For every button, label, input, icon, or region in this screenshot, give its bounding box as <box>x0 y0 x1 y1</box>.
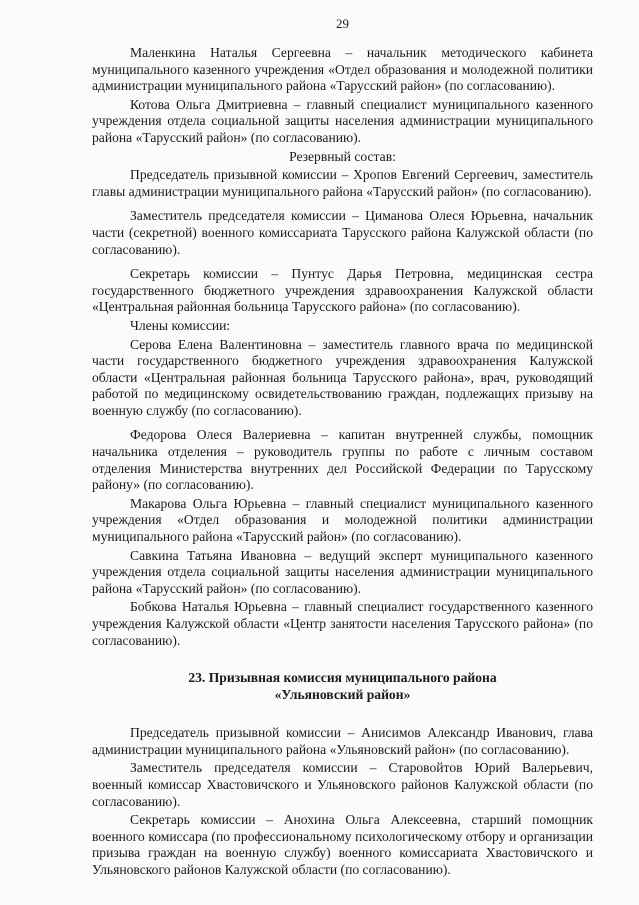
section-title <box>92 669 593 703</box>
paragraph-puntus: Секретарь комиссии – Пунтус Дарья Петровна, медицинская сестра государственного бюджетного учреждения здравоохранения Калужской области «Центральная районная больница Тарусского района» (по согласованию). <box>92 266 593 315</box>
paragraph-kotova: Котова Ольга Дмитриевна – главный специалист муниципального казенного учреждения отдела социальной защиты населения администрации муниципального района «Тарусский район» (по согласованию). <box>92 96 593 145</box>
paragraph-tsimanova: Заместитель председателя комиссии – Циманова Олеся Юрьевна, начальник части (секретной) военного комиссариата Тарусского района Калужской области (по согласованию). <box>92 208 593 257</box>
paragraph-khropov: Председатель призывной комиссии – Хропов Евгений Сергеевич, заместитель главы администрации муниципального района «Тарусский район» (по согласованию). <box>92 167 593 199</box>
paragraph-makarova: Макарова Ольга Юрьевна – главный специалист муниципального казенного учреждения «Отдел образования и молодежной политики администрации муниципального района «Тарусский район» (по согласованию). <box>92 495 593 545</box>
paragraph-anokhina: Секретарь комиссии – Анохина Ольга Алексеевна, старший помощник военного комиссара (по профессиональному психологическому отбору и организации призыва граждан на военную службу) военного комиссариата Хвастовичского и Ульяновского районов Калужской области (по согласованию). <box>92 812 593 877</box>
section-title-line-2: «Ульяновский район» <box>274 687 411 703</box>
paragraph-malenkina: Маленкина Наталья Сергеевна – начальник методического кабинета муниципального казенного учреждения «Отдел образования и молодежной политики администрации муниципального района «Тарусский район» (по согласованию). <box>92 45 593 94</box>
paragraph-bobkova: Бобкова Наталья Юрьевна – главный специалист государственного казенного учреждения Калужской области «Центр занятости населения Тарусского района» (по согласованию). <box>92 599 593 648</box>
paragraph-savkina: Савкина Татьяна Ивановна – ведущий эксперт муниципального казенного учреждения отдела социальной защиты населения администрации муниципального района «Тарусский район» (по согласованию). <box>92 547 593 596</box>
page-number: 29 <box>336 16 349 31</box>
reserve-heading: Резервный состав: <box>289 148 396 164</box>
paragraph-starovoitov: Заместитель председателя комиссии – Старовойтов Юрий Валерьевич, военный комиссар Хвастовичского и Ульяновского районов Калужской области (по согласованию). <box>92 760 593 809</box>
paragraph-anisimov: Председатель призывной комиссии – Анисимов Александр Иванович, глава администрации муниципального района «Ульяновский район» (по согласованию). <box>92 725 593 757</box>
paragraph-fedorova: Федорова Олеся Валериевна – капитан внутренней службы, помощник начальника отделения – руководитель группы по работе с личным составом отделения Министерства внутренних дел Российской Федерации по Тарусскому району» (по согласованию). <box>92 427 593 493</box>
members-heading: Члены комиссии: <box>130 317 231 333</box>
section-title-line-1: 23. Призывная комиссия муниципального района <box>188 670 497 686</box>
paragraph-serova: Серова Елена Валентиновна – заместитель главного врача по медицинской части государственного бюджетного учреждения здравоохранения Калужской области «Центральная районная больница Тарусского района», врач, руководящий работой по медицинскому освидетельствованию граждан, подлежащих призыву на военную службу (по согласованию). <box>92 336 593 418</box>
